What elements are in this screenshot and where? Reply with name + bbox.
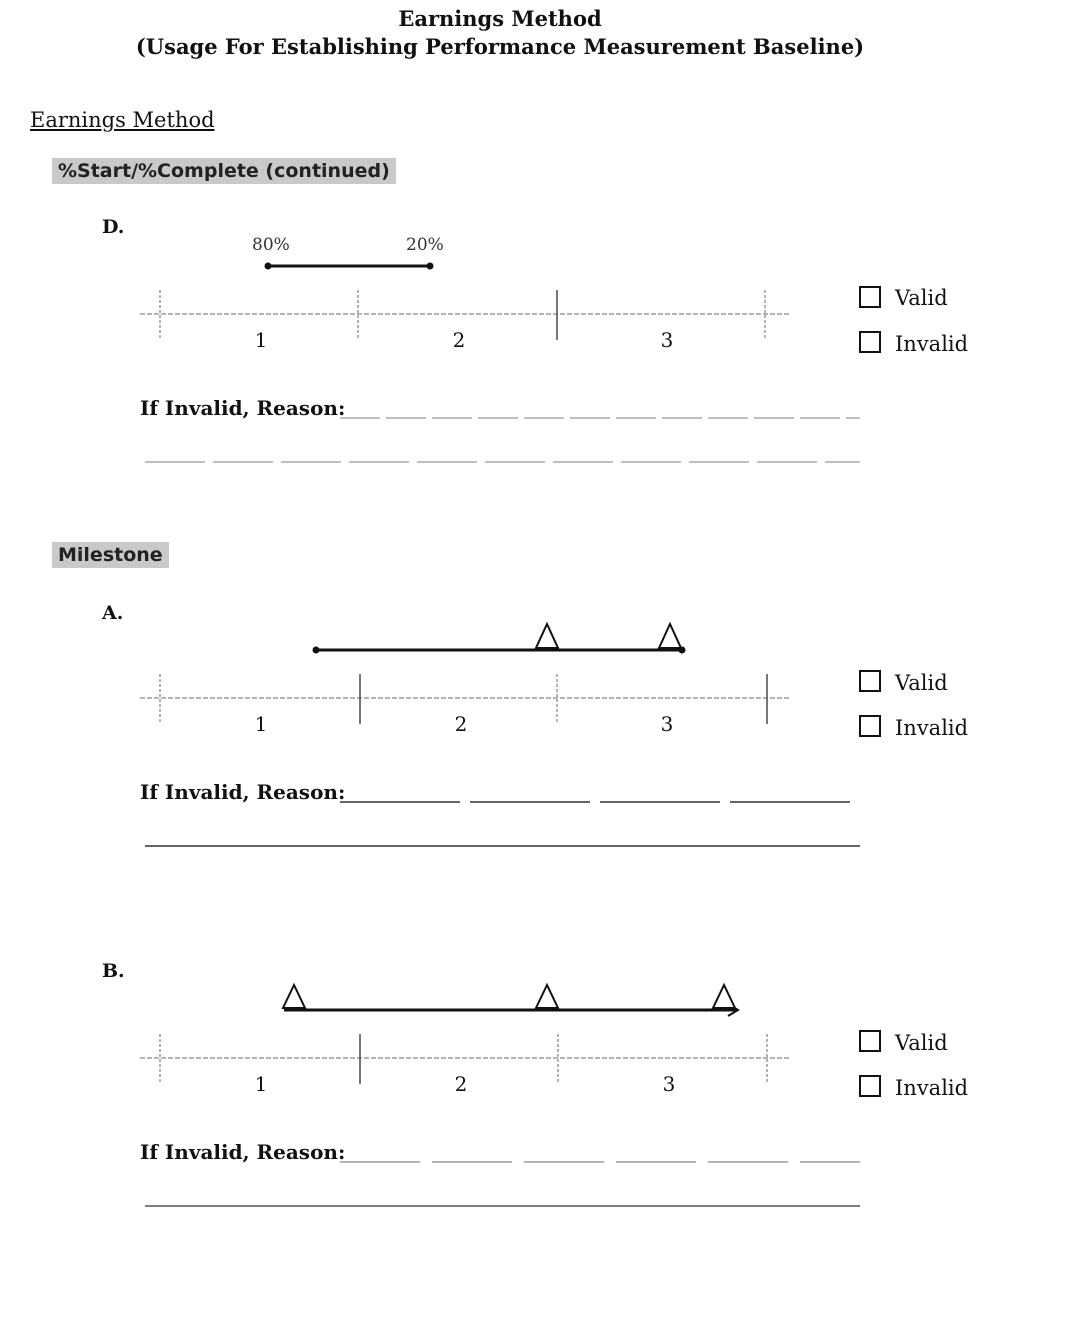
item-a-period-label: 1 <box>254 712 268 736</box>
item-d-period-label: 2 <box>452 328 466 352</box>
item-b-activity-bar <box>284 1004 738 1016</box>
item-b-valid-checkbox[interactable] <box>859 1030 881 1052</box>
item-b-period-label: 2 <box>454 1072 468 1096</box>
item-b-letter: B. <box>102 960 125 982</box>
item-b-period-label: 3 <box>662 1072 676 1096</box>
item-a-invalid-checkbox[interactable] <box>859 715 881 737</box>
item-a-reason-lines <box>145 802 860 846</box>
item-d-end-percent: 20% <box>406 235 444 255</box>
item-a-activity-bar <box>313 647 686 654</box>
item-d-valid-checkbox[interactable] <box>859 286 881 308</box>
item-b-milestone-triangle <box>283 985 305 1008</box>
item-d-reason-lines <box>145 418 860 462</box>
item-b-invalid-checkbox[interactable] <box>859 1075 881 1097</box>
item-a-period-label: 3 <box>660 712 674 736</box>
document-subtitle: (Usage For Establishing Performance Measurement Baseline) <box>135 34 865 59</box>
item-a-invalid-label: Invalid <box>895 716 969 740</box>
item-b-invalid-label: Invalid <box>895 1076 969 1100</box>
item-a-letter: A. <box>102 602 124 624</box>
item-d-reason-label: If Invalid, Reason: <box>140 396 346 420</box>
item-a-valid-checkbox[interactable] <box>859 670 881 692</box>
item-b-milestone-triangle <box>536 985 558 1008</box>
item-d-start-percent: 80% <box>252 235 290 255</box>
item-a-milestone-triangle <box>536 624 558 648</box>
section-heading: Earnings Method <box>30 108 215 132</box>
item-d-valid-label: Valid <box>895 286 948 310</box>
item-a-period-label: 2 <box>454 712 468 736</box>
document-title: Earnings Method <box>398 6 602 31</box>
item-b-reason-label: If Invalid, Reason: <box>140 1140 346 1164</box>
item-a-valid-label: Valid <box>895 671 948 695</box>
item-b-period-label: 1 <box>254 1072 268 1096</box>
item-a-reason-label: If Invalid, Reason: <box>140 780 346 804</box>
group-heading-pct-start-complete: %Start/%Complete (continued) <box>52 158 396 184</box>
item-b-valid-label: Valid <box>895 1031 948 1055</box>
item-a-milestone-triangle <box>659 624 681 648</box>
item-b-reason-lines <box>145 1162 860 1206</box>
item-b-milestone-triangle <box>713 985 735 1008</box>
item-d-activity-bar <box>265 263 434 270</box>
item-d-invalid-checkbox[interactable] <box>859 331 881 353</box>
item-d-letter: D. <box>102 216 125 238</box>
item-d-period-label: 3 <box>660 328 674 352</box>
item-d-period-label: 1 <box>254 328 268 352</box>
item-d-invalid-label: Invalid <box>895 332 969 356</box>
group-heading-milestone: Milestone <box>52 542 169 568</box>
